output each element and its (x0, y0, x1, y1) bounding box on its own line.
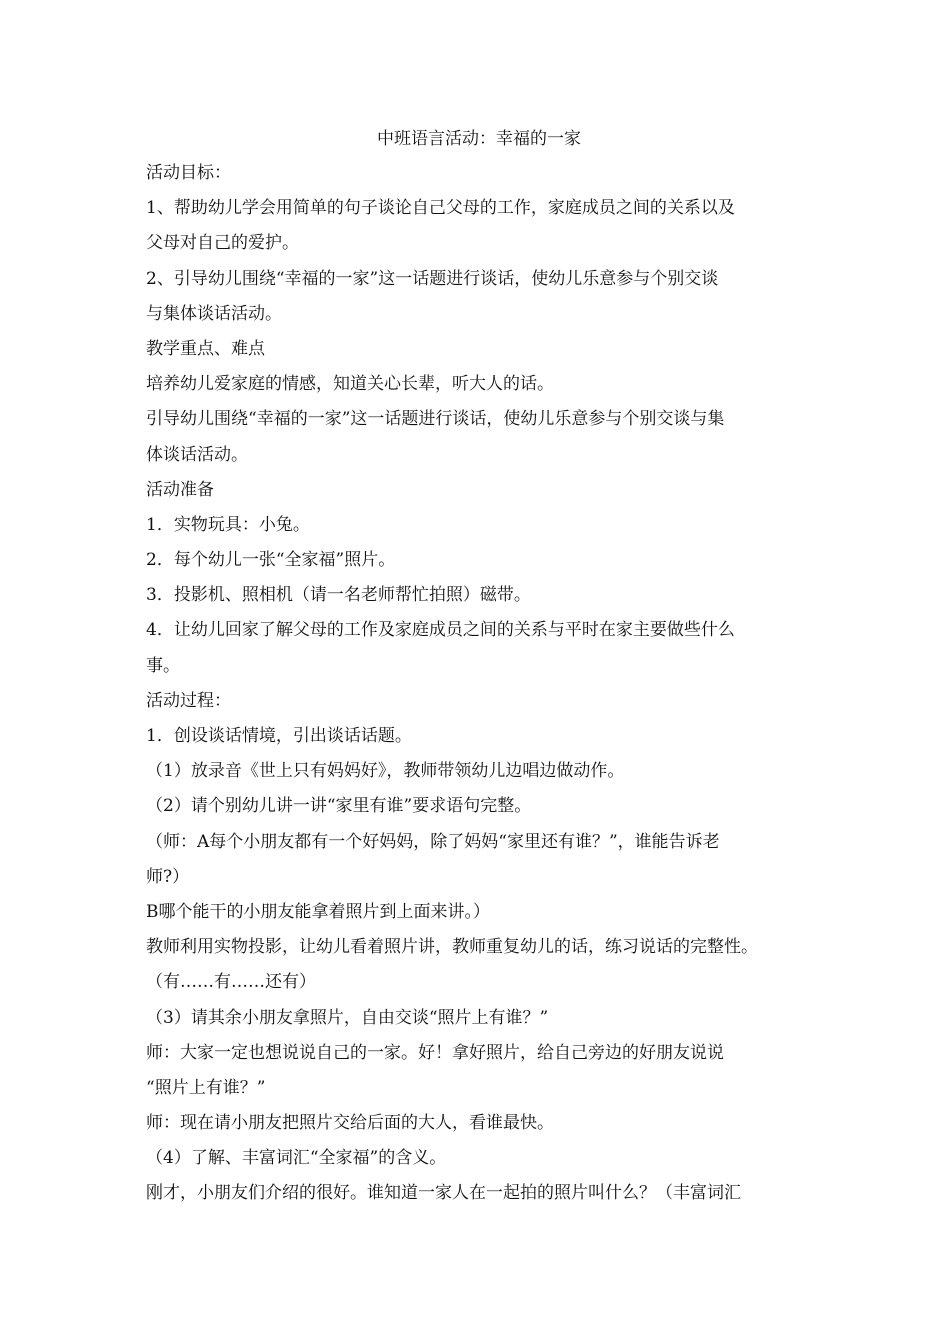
list-item: （4）了解、丰富词汇“全家福”的含义。 (146, 1148, 447, 1169)
paragraph-line: 2、引导幼儿围绕“幸福的一家”这一话题进行谈话，使幼儿乐意参与个别交谈 (146, 268, 719, 289)
list-item: （1）放录音《世上只有妈妈好》，教师带领幼儿边唱边做动作。 (146, 761, 625, 782)
document-body (146, 122, 812, 1212)
paragraph-line: 教师利用实物投影，让幼儿看着照片讲，教师重复幼儿的话，练习说话的完整性。 (146, 937, 758, 958)
paragraph-line: 与集体谈话活动。 (146, 303, 282, 324)
paragraph-line: 父母对自己的爱护。 (146, 233, 299, 254)
paragraph-line: 事。 (146, 655, 180, 676)
paragraph-line: 刚才，小朋友们介绍的很好。谁知道一家人在一起拍的照片叫什么？（丰富词汇 (146, 1183, 741, 1204)
list-item: 1．实物玩具：小兔。 (146, 514, 310, 535)
list-item: （3）请其余小朋友拿照片，自由交谈“照片上有谁？” (146, 1007, 549, 1028)
section-heading-preparation: 活动准备 (146, 479, 214, 500)
paragraph-line: 师?） (146, 866, 190, 887)
paragraph-line: 1、帮助幼儿学会用简单的句子谈论自己父母的工作，家庭成员之间的关系以及 (146, 198, 735, 219)
section-heading-key-points: 教学重点、难点 (146, 338, 265, 359)
paragraph-line: 师：现在请小朋友把照片交给后面的大人，看谁最快。 (146, 1113, 554, 1134)
list-item: 4．让幼儿回家了解父母的工作及家庭成员之间的关系与平时在家主要做些什么 (146, 620, 735, 641)
paragraph-line: 师：大家一定也想说说自己的一家。好！拿好照片，给自己旁边的好朋友说说 (146, 1042, 724, 1063)
list-item: 2．每个幼儿一张“全家福”照片。 (146, 550, 396, 571)
paragraph-line: B哪个能干的小朋友能拿着照片到上面来讲。） (146, 901, 490, 922)
list-item: 3．投影机、照相机（请一名老师帮忙拍照）磁带。 (146, 585, 531, 606)
list-item: （2）请个别幼儿讲一讲“家里有谁”要求语句完整。 (146, 796, 532, 817)
section-heading-goals: 活动目标： (146, 163, 231, 183)
paragraph-line: （师：A每个小朋友都有一个好妈妈，除了妈妈“家里还有谁？”，谁能告诉老 (146, 831, 720, 852)
list-item: 1．创设谈话情境，引出谈话话题。 (146, 726, 412, 746)
document-title: 中班语言活动：幸福的一家 (377, 129, 581, 149)
paragraph-line: （有……有……还有） (146, 972, 316, 993)
paragraph-line: “照片上有谁？” (146, 1077, 266, 1098)
section-heading-process: 活动过程： (146, 690, 231, 711)
paragraph-line: 培养幼儿爱家庭的情感，知道关心长辈，听大人的话。 (146, 374, 554, 395)
paragraph-line: 体谈话活动。 (146, 444, 248, 465)
paragraph-line: 引导幼儿围绕“幸福的一家”这一话题进行谈话，使幼儿乐意参与个别交谈与集 (146, 409, 725, 430)
